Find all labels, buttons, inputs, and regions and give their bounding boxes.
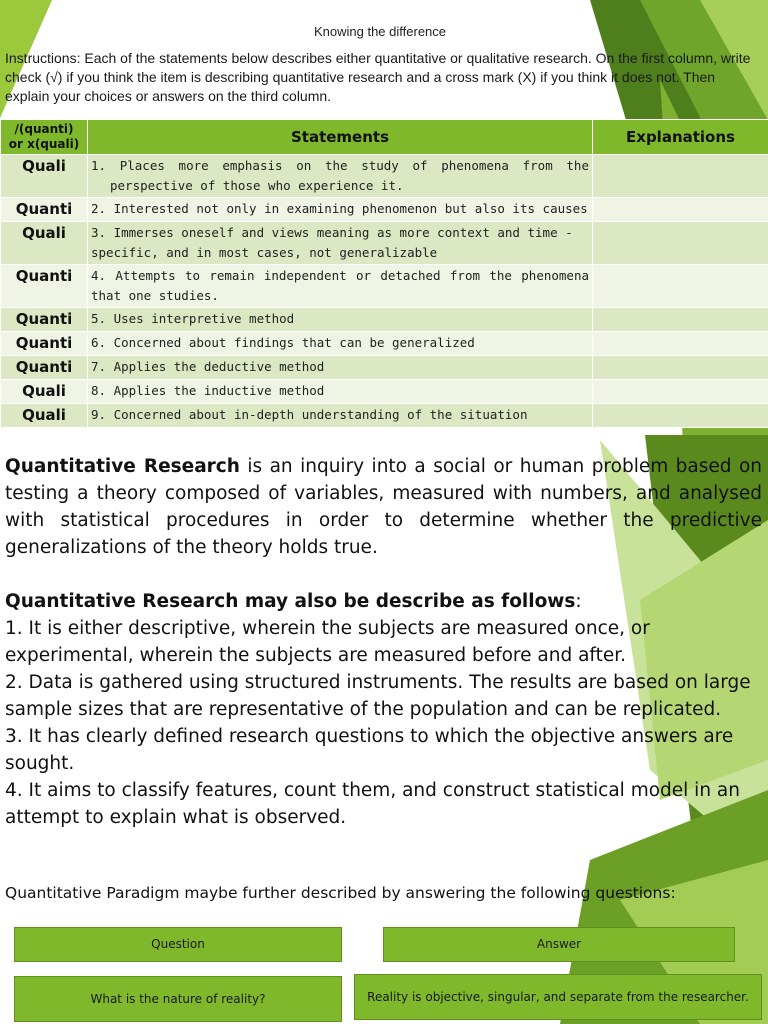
row-statement: 5. Uses interpretive method (88, 308, 593, 332)
table-row (1, 222, 768, 265)
table-row (1, 198, 768, 222)
header-explanations: Explanations (593, 120, 768, 155)
list-item: 4. It aims to classify features, count them, and construct statistical model in an attempt to explain what is observed. (5, 780, 740, 828)
describe-section (5, 588, 762, 831)
list-item: 3. It has clearly defined research questions to which the objective answers are sought. (5, 726, 734, 774)
row-mark: Quanti (1, 332, 88, 356)
row-explanation-cell[interactable] (593, 332, 768, 356)
row-mark: Quanti (1, 198, 88, 222)
question-header-box: Question (14, 927, 342, 962)
row-statement: 9. Concerned about in-depth understanding of the situation (88, 404, 593, 428)
row-explanation-cell[interactable] (593, 404, 768, 428)
describe-colon: : (575, 591, 582, 612)
header-mark-column (1, 120, 88, 155)
row-explanation-cell[interactable] (593, 222, 768, 265)
row-explanation-cell[interactable] (593, 380, 768, 404)
table-row (1, 265, 768, 308)
row-statement-text: 1. Places more emphasis on the study of phenomena from the perspective of those who experience it. (91, 158, 589, 193)
paradigm-intro: Quantitative Paradigm maybe further described by answering the following questions: (5, 884, 676, 902)
describe-heading: Quantitative Research may also be describe as follows (5, 591, 576, 612)
row-statement: 2. Interested not only in examining phenomenon but also its causes (88, 198, 593, 222)
table-row (1, 356, 768, 380)
row-statement: 3. Immerses oneself and views meaning as more context and time - specific, and in most cases, not generalizable (88, 222, 593, 265)
table-row (1, 308, 768, 332)
row-mark: Quanti (1, 356, 88, 380)
table-row (1, 332, 768, 356)
row-explanation-cell[interactable] (593, 198, 768, 222)
row-mark: Quanti (1, 265, 88, 308)
table-header-row (1, 120, 768, 155)
describe-heading-line (5, 588, 762, 615)
list-item: 1. It is either descriptive, wherein the subjects are measured once, or experimental, wherein the subjects are measured before and after. (5, 618, 650, 666)
table-row (1, 404, 768, 428)
row-statement: 6. Concerned about findings that can be generalized (88, 332, 593, 356)
question-1-box: What is the nature of reality? (14, 976, 342, 1022)
page-title: Knowing the difference (313, 24, 447, 39)
definition-paragraph (5, 453, 762, 561)
row-explanation-cell[interactable] (593, 155, 768, 198)
row-explanation-cell[interactable] (593, 356, 768, 380)
table-row (1, 155, 768, 198)
row-statement: 4. Attempts to remain independent or detached from the phenomena that one studies. (88, 265, 593, 308)
instructions-text: Instructions: Each of the statements below describes either quantitative or qualitative research. On the first column, write check (√) if you think the item is describing quantitative research and a cross mark (X) if you think it does not. Then explain your choices or answers on the third column. (5, 50, 751, 104)
row-mark: Quali (1, 155, 88, 198)
row-mark: Quali (1, 380, 88, 404)
header-mark-line1: /(quanti) (14, 122, 74, 136)
answer-header-box: Answer (383, 927, 735, 962)
header-statements: Statements (88, 120, 593, 155)
definition-term: Quantitative Research (5, 456, 240, 477)
list-item: 2. Data is gathered using structured instruments. The results are based on large sample sizes that are representative of the population and can be replicated. (5, 672, 751, 720)
definition-text: is an inquiry into a social or human problem based on testing a theory composed of variables, measured with numbers, and analysed with statistical procedures in order to determine whether the predictive generalizations of the theory holds true. (5, 456, 762, 558)
row-statement (88, 155, 593, 198)
answer-1-box: Reality is objective, singular, and separate from the researcher. (354, 974, 762, 1020)
row-explanation-cell[interactable] (593, 308, 768, 332)
row-mark: Quali (1, 404, 88, 428)
row-explanation-cell[interactable] (593, 265, 768, 308)
statements-table (0, 119, 768, 428)
row-statement: 7. Applies the deductive method (88, 356, 593, 380)
table-row (1, 380, 768, 404)
header-mark-line2: or x(quali) (8, 137, 80, 151)
row-statement: 8. Applies the inductive method (88, 380, 593, 404)
row-mark: Quali (1, 222, 88, 265)
row-mark: Quanti (1, 308, 88, 332)
